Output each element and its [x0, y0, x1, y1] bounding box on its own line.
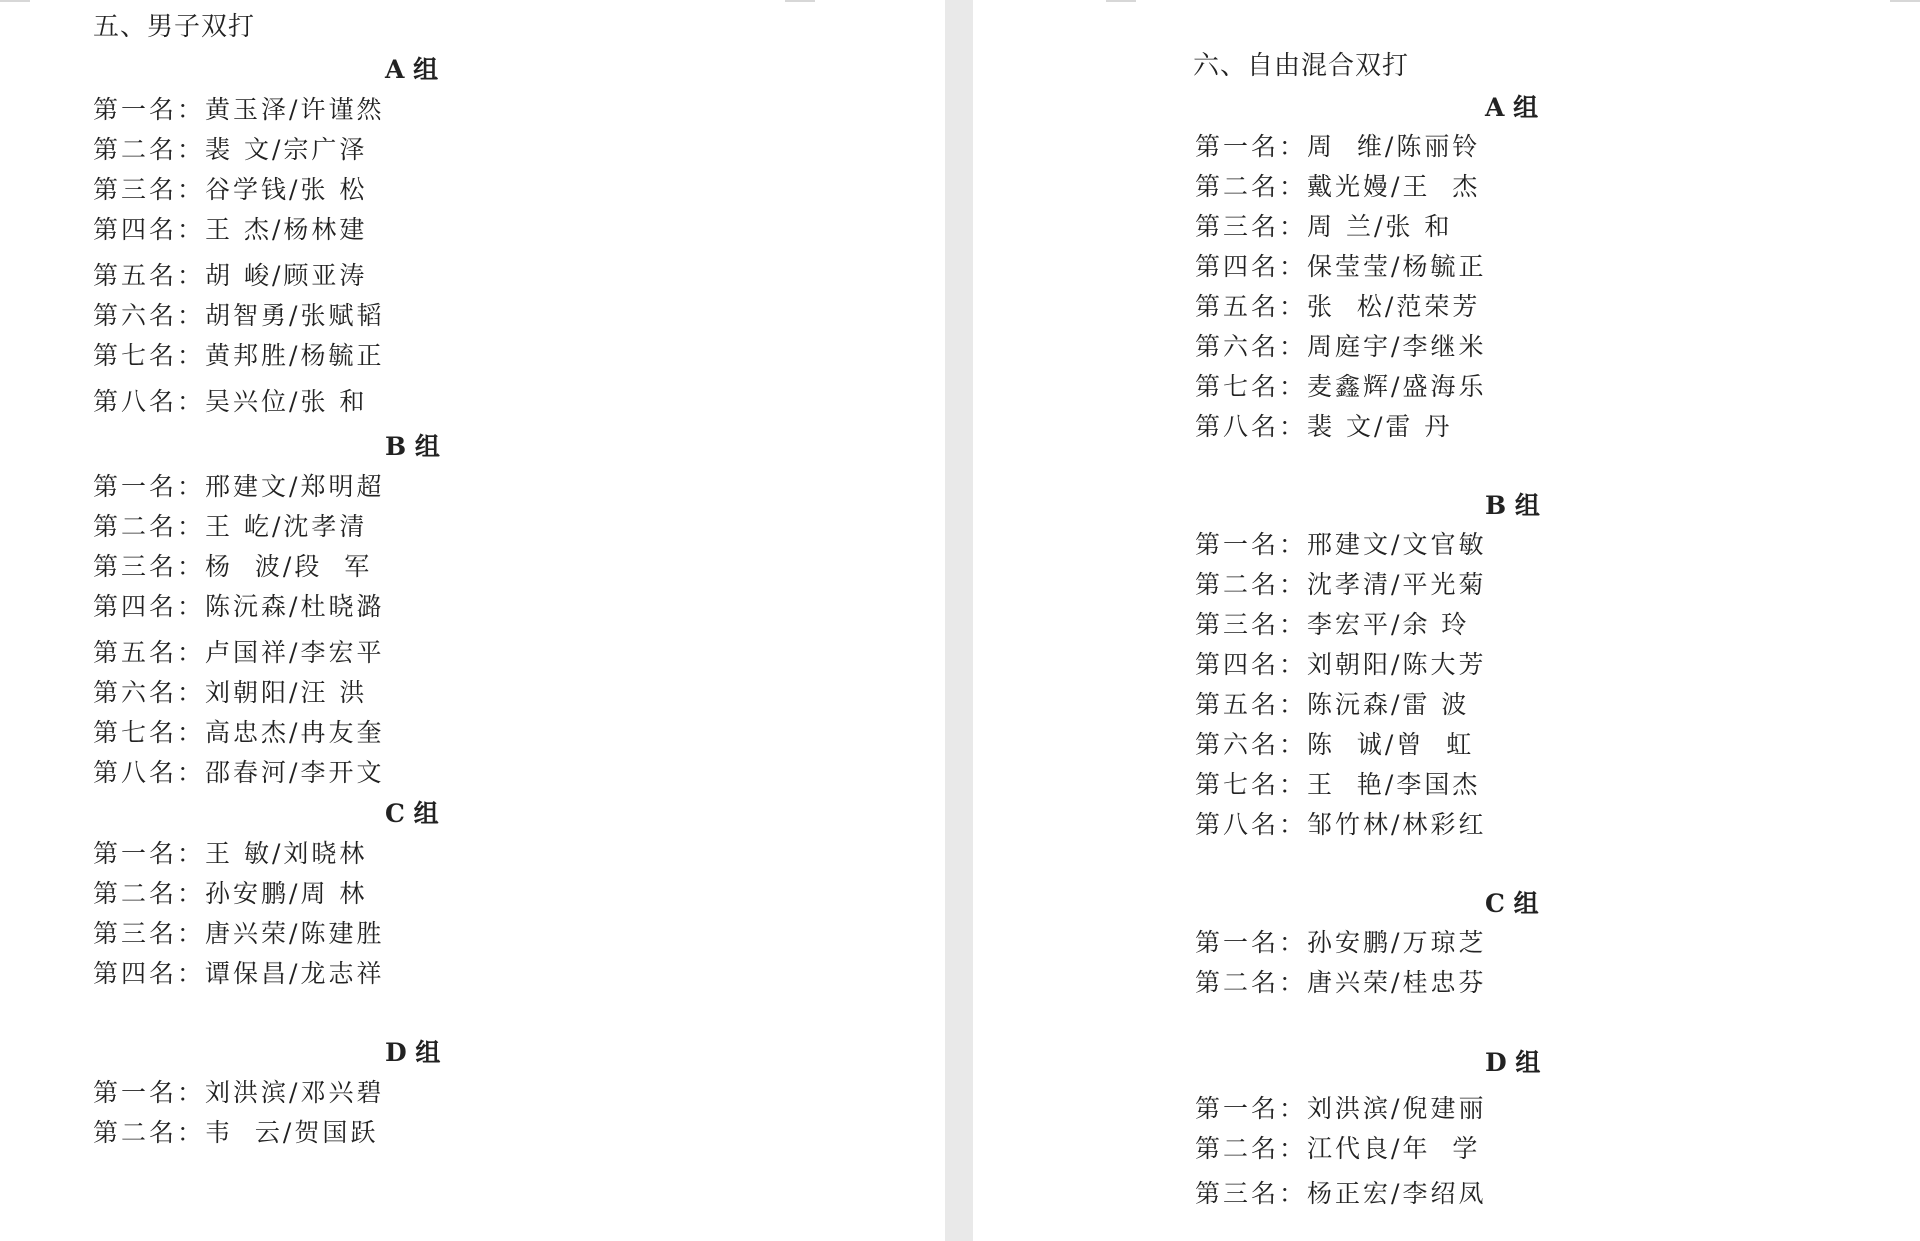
rank-label: 第六名: [93, 301, 178, 330]
ranking-entry: 第六名：胡智勇/张赋韬: [93, 301, 385, 330]
left-page: [0, 0, 945, 1241]
player-names: 保莹莹/杨毓正: [1307, 252, 1487, 281]
ranking-entry: 第二名：唐兴荣/桂忠芬: [1195, 968, 1487, 997]
rank-label: 第一名: [1195, 530, 1280, 559]
player-names: 王 敏/刘晓林: [205, 839, 368, 868]
ranking-entry: 第六名：刘朝阳/汪 洪: [93, 678, 368, 707]
player-names: 胡智勇/张赋韬: [205, 301, 385, 330]
rank-label: 第一名: [93, 95, 178, 124]
player-names: 唐兴荣/陈建胜: [205, 919, 385, 948]
player-names: 杨正宏/李绍凤: [1307, 1179, 1487, 1208]
rank-label: 第二名: [1195, 968, 1280, 997]
page-corner-mark: [1890, 0, 1920, 2]
group-label: D 组: [1485, 1048, 1541, 1077]
player-names: 刘洪滨/邓兴碧: [205, 1078, 385, 1107]
rank-label: 第四名: [1195, 650, 1280, 679]
player-names: 孙安鹏/万琼芝: [1307, 928, 1487, 957]
player-names: 孙安鹏/周 林: [205, 879, 368, 908]
rank-label: 第一名: [93, 472, 178, 501]
ranking-entry: 第四名：保莹莹/杨毓正: [1195, 252, 1487, 281]
rank-label: 第三名: [93, 175, 178, 204]
rank-label: 第四名: [93, 959, 178, 988]
rank-label: 第五名: [93, 638, 178, 667]
ranking-entry: 第四名：陈沅森/杜晓潞: [93, 592, 385, 621]
ranking-entry: 第二名：孙安鹏/周 林: [93, 879, 368, 908]
ranking-entry: 第二名：裴 文/宗广泽: [93, 135, 368, 164]
player-names: 麦鑫辉/盛海乐: [1307, 372, 1487, 401]
section-title: 六、自由混合双打: [1193, 51, 1410, 81]
rank-label: 第三名: [1195, 1179, 1280, 1208]
player-names: 邢建文/文官敏: [1307, 530, 1487, 559]
right-page: [973, 0, 1920, 1241]
ranking-entry: 第八名：裴 文/雷 丹: [1195, 412, 1453, 441]
player-names: 邹竹林/林彩红: [1307, 810, 1487, 839]
player-names: 谷学钱/张 松: [205, 175, 368, 204]
player-names: 裴 文/宗广泽: [205, 135, 368, 164]
ranking-entry: 第二名：沈孝清/平光菊: [1195, 570, 1487, 599]
rank-label: 第八名: [93, 387, 178, 416]
rank-label: 第三名: [1195, 610, 1280, 639]
ranking-entry: 第二名：王 屹/沈孝清: [93, 512, 368, 541]
rank-label: 第六名: [1195, 730, 1280, 759]
player-names: 张 松/范荣芳: [1307, 292, 1481, 321]
rank-label: 第五名: [1195, 292, 1280, 321]
ranking-entry: 第七名：麦鑫辉/盛海乐: [1195, 372, 1487, 401]
rank-label: 第七名: [1195, 770, 1280, 799]
ranking-entry: 第一名：邢建文/郑明超: [93, 472, 385, 501]
rank-label: 第六名: [1195, 332, 1280, 361]
ranking-entry: 第七名：王 艳/李国杰: [1195, 770, 1481, 799]
group-label: C 组: [1485, 889, 1539, 918]
player-names: 谭保昌/龙志祥: [205, 959, 385, 988]
rank-label: 第四名: [1195, 252, 1280, 281]
rank-label: 第七名: [93, 718, 178, 747]
rank-label: 第二名: [93, 512, 178, 541]
rank-label: 第七名: [1195, 372, 1280, 401]
section-title: 五、男子双打: [93, 12, 256, 42]
ranking-entry: 第四名：刘朝阳/陈大芳: [1195, 650, 1487, 679]
ranking-entry: 第四名：谭保昌/龙志祥: [93, 959, 385, 988]
page-corner-mark: [1106, 0, 1136, 2]
rank-label: 第六名: [93, 678, 178, 707]
ranking-entry: 第四名：王 杰/杨林建: [93, 215, 368, 244]
ranking-entry: 第二名：韦 云/贺国跃: [93, 1118, 379, 1147]
player-names: 刘朝阳/汪 洪: [205, 678, 368, 707]
ranking-entry: 第八名：邹竹林/林彩红: [1195, 810, 1487, 839]
page-corner-mark: [785, 0, 815, 2]
group-label: A 组: [385, 55, 439, 84]
ranking-entry: 第六名：陈 诚/曾 虹: [1195, 730, 1475, 759]
ranking-entry: 第一名：周 维/陈丽铃: [1195, 132, 1481, 161]
ranking-entry: 第五名：胡 峻/顾亚涛: [93, 261, 368, 290]
player-names: 高忠杰/冉友奎: [205, 718, 385, 747]
group-label: B 组: [1485, 491, 1540, 520]
rank-label: 第二名: [93, 879, 178, 908]
rank-label: 第八名: [93, 758, 178, 787]
rank-label: 第三名: [1195, 212, 1280, 241]
ranking-entry: 第一名：邢建文/文官敏: [1195, 530, 1487, 559]
rank-label: 第二名: [93, 135, 178, 164]
player-names: 周庭宇/李继米: [1307, 332, 1487, 361]
rank-label: 第五名: [93, 261, 178, 290]
rank-label: 第一名: [1195, 132, 1280, 161]
ranking-entry: 第三名：周 兰/张 和: [1195, 212, 1453, 241]
rank-label: 第八名: [1195, 810, 1280, 839]
player-names: 周 兰/张 和: [1307, 212, 1453, 241]
ranking-entry: 第一名：王 敏/刘晓林: [93, 839, 368, 868]
player-names: 邵春河/李开文: [205, 758, 385, 787]
ranking-entry: 第一名：刘洪滨/邓兴碧: [93, 1078, 385, 1107]
player-names: 王 艳/李国杰: [1307, 770, 1481, 799]
rank-label: 第五名: [1195, 690, 1280, 719]
ranking-entry: 第一名：孙安鹏/万琼芝: [1195, 928, 1487, 957]
ranking-entry: 第三名：李宏平/余 玲: [1195, 610, 1470, 639]
player-names: 胡 峻/顾亚涛: [205, 261, 368, 290]
player-names: 陈 诚/曾 虹: [1307, 730, 1475, 759]
rank-label: 第七名: [93, 341, 178, 370]
player-names: 李宏平/余 玲: [1307, 610, 1470, 639]
ranking-entry: 第二名：江代良/年 学: [1195, 1134, 1481, 1163]
ranking-entry: 第三名：谷学钱/张 松: [93, 175, 368, 204]
group-label: C 组: [385, 799, 439, 828]
group-label: A 组: [1485, 93, 1539, 122]
ranking-entry: 第一名：黄玉泽/许谨然: [93, 95, 385, 124]
ranking-entry: 第八名：邵春河/李开文: [93, 758, 385, 787]
player-names: 刘朝阳/陈大芳: [1307, 650, 1487, 679]
ranking-entry: 第二名：戴光嫚/王 杰: [1195, 172, 1481, 201]
player-names: 韦 云/贺国跃: [205, 1118, 379, 1147]
rank-label: 第三名: [93, 919, 178, 948]
rank-label: 第一名: [93, 1078, 178, 1107]
player-names: 戴光嫚/王 杰: [1307, 172, 1481, 201]
player-names: 陈沅森/雷 波: [1307, 690, 1470, 719]
player-names: 王 杰/杨林建: [205, 215, 368, 244]
rank-label: 第一名: [93, 839, 178, 868]
ranking-entry: 第七名：黄邦胜/杨毓正: [93, 341, 385, 370]
rank-label: 第二名: [1195, 1134, 1280, 1163]
rank-label: 第四名: [93, 592, 178, 621]
group-label: D 组: [385, 1038, 441, 1067]
ranking-entry: 第三名：杨 波/段 军: [93, 552, 373, 581]
ranking-entry: 第五名：陈沅森/雷 波: [1195, 690, 1470, 719]
player-names: 沈孝清/平光菊: [1307, 570, 1487, 599]
rank-label: 第二名: [1195, 172, 1280, 201]
player-names: 邢建文/郑明超: [205, 472, 385, 501]
player-names: 刘洪滨/倪建丽: [1307, 1094, 1487, 1123]
player-names: 江代良/年 学: [1307, 1134, 1481, 1163]
player-names: 陈沅森/杜晓潞: [205, 592, 385, 621]
rank-label: 第四名: [93, 215, 178, 244]
ranking-entry: 第三名：唐兴荣/陈建胜: [93, 919, 385, 948]
rank-label: 第一名: [1195, 1094, 1280, 1123]
ranking-entry: 第一名：刘洪滨/倪建丽: [1195, 1094, 1487, 1123]
ranking-entry: 第七名：高忠杰/冉友奎: [93, 718, 385, 747]
rank-label: 第二名: [93, 1118, 178, 1147]
rank-label: 第三名: [93, 552, 178, 581]
page-corner-mark: [0, 0, 30, 2]
ranking-entry: 第五名：卢国祥/李宏平: [93, 638, 385, 667]
ranking-entry: 第八名：吴兴位/张 和: [93, 387, 368, 416]
player-names: 黄邦胜/杨毓正: [205, 341, 385, 370]
player-names: 王 屹/沈孝清: [205, 512, 368, 541]
player-names: 吴兴位/张 和: [205, 387, 368, 416]
ranking-entry: 第五名：张 松/范荣芳: [1195, 292, 1481, 321]
player-names: 卢国祥/李宏平: [205, 638, 385, 667]
player-names: 黄玉泽/许谨然: [205, 95, 385, 124]
ranking-entry: 第六名：周庭宇/李继米: [1195, 332, 1487, 361]
rank-label: 第二名: [1195, 570, 1280, 599]
rank-label: 第一名: [1195, 928, 1280, 957]
player-names: 唐兴荣/桂忠芬: [1307, 968, 1487, 997]
player-names: 周 维/陈丽铃: [1307, 132, 1481, 161]
ranking-entry: 第三名：杨正宏/李绍凤: [1195, 1179, 1487, 1208]
rank-label: 第八名: [1195, 412, 1280, 441]
group-label: B 组: [385, 432, 440, 461]
player-names: 裴 文/雷 丹: [1307, 412, 1453, 441]
player-names: 杨 波/段 军: [205, 552, 373, 581]
